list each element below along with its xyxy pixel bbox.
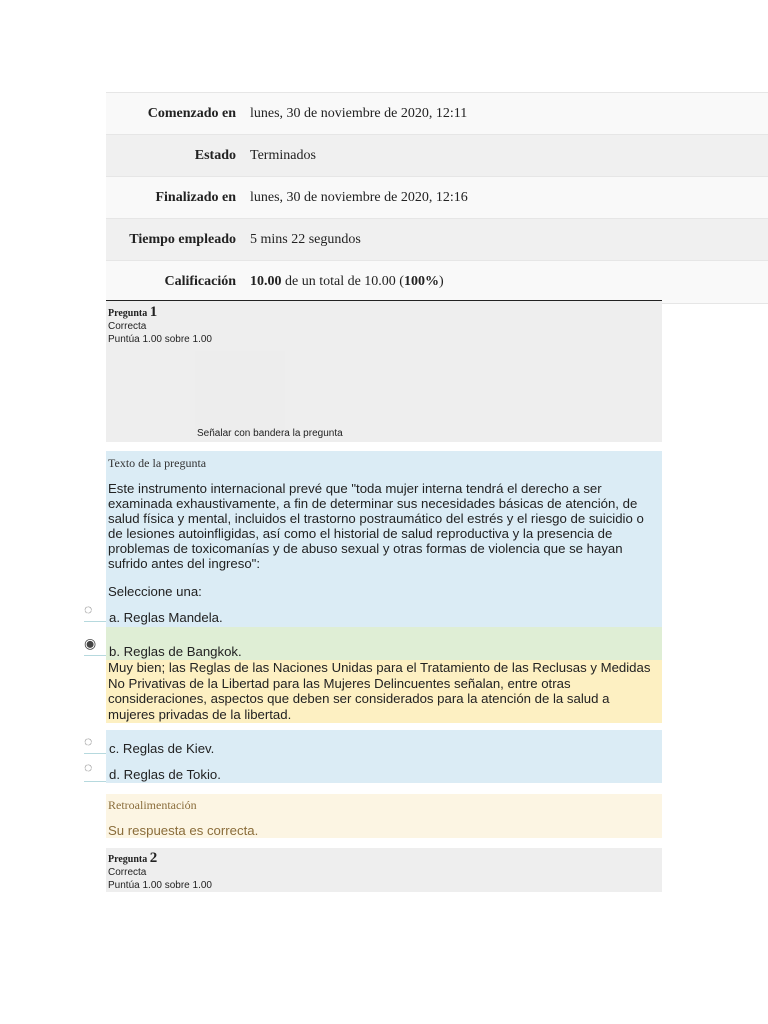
started-label: Comenzado en <box>147 105 236 121</box>
state-label: Estado <box>194 147 236 163</box>
summary-row-time <box>106 218 768 260</box>
option-c-label[interactable]: c. Reglas de Kiev. <box>109 741 215 756</box>
specific-feedback-text: Muy bien; las Reglas de las Naciones Unidas para el Tratamiento de las Reclusas y Medidas No Privativas de la Libertad para las Mujeres Delincuentes señalan, entre otras consideraciones, aspectos que deben ser considerados para la atención de la salud a mujeres privadas de la libertad. <box>108 660 651 722</box>
summary-row-started <box>106 92 768 134</box>
state-value: Terminados <box>250 147 316 163</box>
option-c-radio[interactable]: ◌ <box>84 733 93 749</box>
grade-percent: 100% <box>403 274 439 289</box>
question-state: Correcta <box>108 321 147 332</box>
summary-row-state <box>106 134 768 176</box>
finished-value: lunes, 30 de noviembre de 2020, 12:16 <box>250 189 468 205</box>
question-1-info <box>106 300 662 442</box>
option-d-underline <box>84 781 106 782</box>
general-feedback-label: Retroalimentación <box>108 798 197 812</box>
question-number <box>108 304 157 321</box>
option-b-label[interactable]: b. Reglas de Bangkok. <box>109 644 242 659</box>
option-c-underline <box>84 753 106 754</box>
quiz-summary-table <box>106 92 768 304</box>
question-text: Este instrumento internacional prevé que "toda mujer interna tendrá el derecho a ser examinada exhaustivamente, a fin de determinar sus necesidades básicas de atención, de salud física y mental, incluidos el trastorno postraumático del estrés y el riesgo de suicidio o de lesiones autoinfligidas, así como el historial de salud reproductiva y la presencia de problemas de toxicomanías y de abuso sexual y otras formas de violencia que se hayan sufrido antes del ingreso": <box>108 481 644 571</box>
flag-area <box>195 351 285 436</box>
question-text-label: Texto de la pregunta <box>108 456 207 470</box>
general-feedback <box>106 794 662 838</box>
option-a-underline <box>84 621 106 622</box>
question-number-prefix: Pregunta <box>108 854 148 865</box>
question-number-value: 2 <box>149 850 158 866</box>
question-1-content <box>106 451 662 627</box>
finished-label: Finalizado en <box>155 189 236 205</box>
time-label: Tiempo empleado <box>129 231 236 247</box>
general-feedback-text: Su respuesta es correcta. <box>108 823 259 838</box>
option-d-label[interactable]: d. Reglas de Tokio. <box>109 767 221 782</box>
option-a-label[interactable]: a. Reglas Mandela. <box>109 610 223 625</box>
time-value: 5 mins 22 segundos <box>250 231 361 247</box>
question-state: Correcta <box>108 867 147 878</box>
question-grade: Puntúa 1.00 sobre 1.00 <box>108 334 212 345</box>
summary-row-finished <box>106 176 768 218</box>
started-value: lunes, 30 de noviembre de 2020, 12:11 <box>250 105 468 121</box>
option-a-radio[interactable]: ◌ <box>84 601 93 617</box>
grade-value <box>250 274 444 290</box>
flag-question-link[interactable]: Señalar con bandera la pregunta <box>197 428 343 439</box>
grade-label: Calificación <box>164 274 236 289</box>
option-b-underline <box>84 655 106 656</box>
select-one-prompt: Seleccione una: <box>108 584 202 599</box>
question-number-prefix: Pregunta <box>108 308 148 319</box>
question-number-value: 1 <box>149 304 158 320</box>
question-grade: Puntúa 1.00 sobre 1.00 <box>108 880 212 891</box>
summary-row-grade <box>106 260 768 304</box>
option-b-radio-selected[interactable]: ◉ <box>84 635 97 651</box>
grade-score: 10.00 <box>250 274 282 289</box>
option-d-radio[interactable]: ◌ <box>84 759 93 775</box>
specific-feedback <box>106 660 662 723</box>
grade-total: de un total de 10.00 ( <box>281 274 404 289</box>
question-number <box>108 850 157 867</box>
question-2-info <box>106 848 662 892</box>
grade-close: ) <box>438 274 444 289</box>
